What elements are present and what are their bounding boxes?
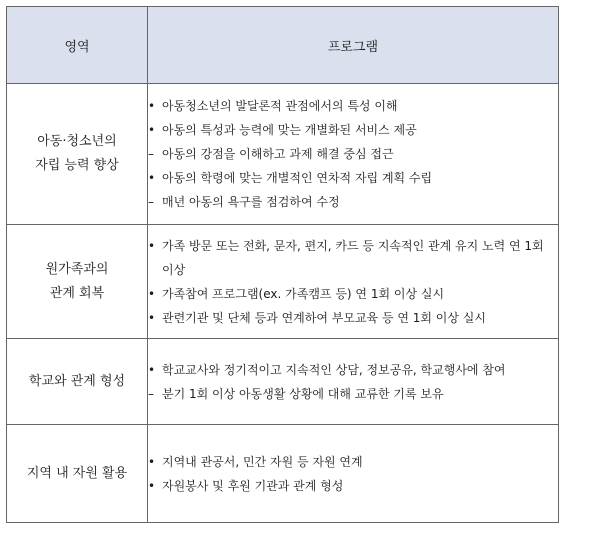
list-item xyxy=(148,450,558,474)
bullet-mark: • xyxy=(148,238,156,253)
dash-mark: – xyxy=(148,195,154,209)
list-item xyxy=(148,282,558,306)
area-cell xyxy=(7,425,148,523)
item-text: 가족 방문 또는 전화, 문자, 편지, 카드 등 지속적인 관계 유지 노력 연 1회 이상 xyxy=(162,238,544,277)
list-item xyxy=(148,382,558,406)
area-label-line: 학교와 관계 형성 xyxy=(28,373,126,389)
list-item xyxy=(148,474,558,498)
list-item xyxy=(148,358,558,382)
program-cell xyxy=(148,225,559,339)
bullet-mark: • xyxy=(148,99,156,113)
area-label-line: 원가족과의 xyxy=(45,261,109,277)
list-item xyxy=(148,306,558,330)
header-area: 영역 xyxy=(7,7,148,84)
table-row xyxy=(7,425,559,523)
item-text: 학교교사와 정기적이고 지속적인 상담, 정보공유, 학교행사에 참여 xyxy=(162,362,506,377)
item-text: 아동의 강점을 이해하고 과제 해결 중심 접근 xyxy=(162,147,394,161)
table-row xyxy=(7,339,559,425)
list-item xyxy=(148,118,558,142)
bullet-mark: • xyxy=(148,478,156,493)
area-label-line: 지역 내 자원 활용 xyxy=(26,465,128,481)
bullet-mark: • xyxy=(148,171,156,185)
table-row xyxy=(7,84,559,225)
item-text: 분기 1회 이상 아동생활 상황에 대해 교류한 기록 보유 xyxy=(162,386,444,401)
bullet-mark: • xyxy=(148,454,156,469)
program-cell xyxy=(148,339,559,425)
list-item xyxy=(148,166,558,190)
item-text: 자원봉사 및 후원 기관과 관계 형성 xyxy=(162,478,344,493)
area-cell xyxy=(7,84,148,225)
program-table xyxy=(6,6,559,523)
item-text: 지역내 관공서, 민간 자원 등 자원 연계 xyxy=(162,454,363,469)
bullet-mark: • xyxy=(148,310,156,325)
header-row xyxy=(7,7,559,84)
area-label-line: 관계 회복 xyxy=(49,285,105,301)
item-text: 아동의 특성과 능력에 맞는 개별화된 서비스 제공 xyxy=(162,123,417,137)
area-label-line: 자립 능력 향상 xyxy=(35,158,119,173)
item-text: 관련기관 및 단체 등과 연계하여 부모교육 등 연 1회 이상 실시 xyxy=(162,310,486,325)
bullet-mark: • xyxy=(148,286,156,301)
list-item xyxy=(148,234,558,282)
area-cell xyxy=(7,225,148,339)
header-program: 프로그램 xyxy=(148,7,559,84)
table-row xyxy=(7,225,559,339)
item-text: 매년 아동의 욕구를 점검하여 수정 xyxy=(162,195,340,209)
list-item xyxy=(148,94,558,118)
list-item xyxy=(148,190,558,214)
item-text: 가족참여 프로그램(ex. 가족캠프 등) 연 1회 이상 실시 xyxy=(162,286,445,301)
program-cell xyxy=(148,84,559,225)
dash-mark: – xyxy=(148,386,154,401)
area-cell xyxy=(7,339,148,425)
bullet-mark: • xyxy=(148,362,156,377)
item-text: 아동청소년의 발달론적 관점에서의 특성 이해 xyxy=(162,99,398,113)
item-text: 아동의 학령에 맞는 개별적인 연차적 자립 계획 수립 xyxy=(162,171,433,185)
area-label-line: 아동·청소년의 xyxy=(37,134,117,149)
program-cell xyxy=(148,425,559,523)
bullet-mark: • xyxy=(148,123,156,137)
dash-mark: – xyxy=(148,147,154,161)
list-item xyxy=(148,142,558,166)
